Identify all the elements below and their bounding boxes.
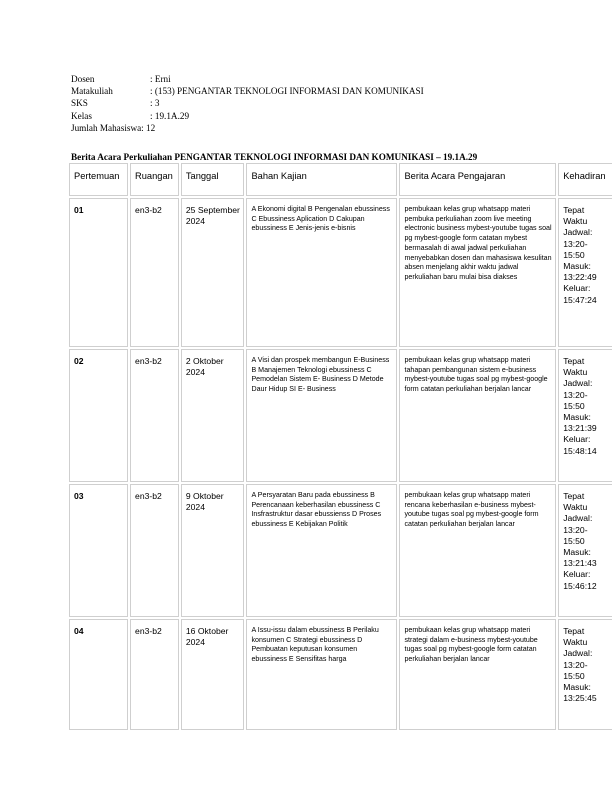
kehadiran-line: 15:50 xyxy=(563,400,585,411)
table-header-row xyxy=(69,163,612,196)
table-row xyxy=(69,619,612,730)
jumlah-mahasiswa-row xyxy=(71,122,424,134)
pertemuan-cell: 02 xyxy=(69,349,128,482)
kehadiran-line: Waktu xyxy=(563,216,588,227)
kehadiran-line: Waktu xyxy=(563,502,588,513)
kehadiran-line: Tepat xyxy=(563,356,585,366)
kehadiran-cell xyxy=(558,198,612,347)
kehadiran-line: 15:47:24 xyxy=(563,294,597,305)
kehadiran-line: Keluar: xyxy=(563,569,591,580)
kelas-row xyxy=(71,110,424,122)
kehadiran-line: Tepat xyxy=(563,626,585,636)
kehadiran-line: 15:46:12 xyxy=(563,580,597,591)
tanggal-cell: 2 Oktober 2024 xyxy=(181,349,245,482)
tanggal-cell: 25 September 2024 xyxy=(181,198,245,347)
kehadiran-line: Jadwal: xyxy=(563,513,593,524)
matakuliah-value: : (153) PENGANTAR TEKNOLOGI INFORMASI DAN KOMUNIKASI xyxy=(150,86,424,97)
tanggal-cell: 16 Oktober 2024 xyxy=(181,619,245,730)
bahan-kajian-cell: A Visi dan prospek membangun E-Business B Manajemen Teknologi ebussiness C Pemodelan Sistem E- Business D Metode Daur Hidup SI E- Business xyxy=(246,349,397,482)
berita-acara-table xyxy=(67,161,612,732)
bahan-kajian-cell: A Persyaratan Baru pada ebussiness B Perencanaan keberhasilan ebussiness C Insfrastruktur dasar ebussienss D Proses ebussiness E Kebijakan Politik xyxy=(246,484,397,617)
kehadiran-line: Masuk: xyxy=(563,547,591,558)
document-title: Berita Acara Perkuliahan PENGANTAR TEKNOLOGI INFORMASI DAN KOMUNIKASI – 19.1A.29 xyxy=(71,152,478,162)
table-row xyxy=(69,198,612,347)
kehadiran-line: Waktu xyxy=(563,637,588,648)
matakuliah-row xyxy=(71,85,424,97)
column-header-ruangan: Ruangan xyxy=(130,163,179,196)
kehadiran-line: 15:50 xyxy=(563,535,585,546)
column-header-kehadiran: Kehadiran xyxy=(558,163,612,196)
berita-acara-cell: pembukaan kelas grup whatsapp materi tahapan pembangunan sistem e-business mybest-youtube tugas soal pg mybest-google form catatan perkuliahan berjalan lancar xyxy=(399,349,556,482)
kehadiran-line: 13:22:49 xyxy=(563,272,597,283)
kehadiran-line: Jadwal: xyxy=(563,378,593,389)
ruangan-cell: en3-b2 xyxy=(130,484,179,617)
kehadiran-cell xyxy=(558,349,612,482)
column-header-pertemuan: Pertemuan xyxy=(69,163,128,196)
berita-acara-cell: pembukaan kelas grup whatsapp materi rencana keberhasilan e-business mybest-youtube tugas soal pg mybest-google form catatan perkuliahan berjalan lancar xyxy=(399,484,556,617)
sks-label: SKS xyxy=(71,98,88,109)
kehadiran-line: Waktu xyxy=(563,367,588,378)
column-header-bahan-kajian: Bahan Kajian xyxy=(246,163,397,196)
dosen-value: : Erni xyxy=(150,74,171,84)
kehadiran-line: 13:21:39 xyxy=(563,423,597,434)
bahan-kajian-cell: A Ekonomi digital B Pengenalan ebussiness C Ebussiness Aplication D Cakupan ebussiness E Jenis-jenis e-bisnis xyxy=(246,198,397,347)
table-row xyxy=(69,484,612,617)
matakuliah-label: Matakuliah xyxy=(71,86,113,97)
dosen-label: Dosen xyxy=(71,74,95,84)
jumlah-mahasiswa-label: Jumlah Mahasiswa xyxy=(71,122,142,133)
kehadiran-line: Keluar: xyxy=(563,283,591,294)
kehadiran-line: 13:20- xyxy=(563,659,588,670)
sks-row xyxy=(71,97,424,109)
kehadiran-line: Tepat xyxy=(563,491,585,501)
kehadiran-line: Tepat xyxy=(563,205,585,215)
course-info xyxy=(71,73,424,134)
column-header-tanggal: Tanggal xyxy=(181,163,245,196)
dosen-row xyxy=(71,73,424,85)
jumlah-mahasiswa-value: : 12 xyxy=(141,122,156,133)
kehadiran-line: 13:21:43 xyxy=(563,558,597,569)
berita-acara-cell: pembukaan kelas grup whatsapp materi strategi dalam e-business mybest-youtube tugas soal pg mybest-google form catatan perkuliahan berjalan lancar xyxy=(399,619,556,730)
kehadiran-cell xyxy=(558,484,612,617)
pertemuan-cell: 04 xyxy=(69,619,128,730)
kelas-label: Kelas xyxy=(71,110,92,121)
kehadiran-line: 15:50 xyxy=(563,670,585,681)
tanggal-cell: 9 Oktober 2024 xyxy=(181,484,245,617)
kelas-value: : 19.1A.29 xyxy=(150,110,190,121)
kehadiran-line: Jadwal: xyxy=(563,227,593,238)
kehadiran-line: Masuk: xyxy=(563,412,591,423)
column-header-berita-acara: Berita Acara Pengajaran xyxy=(399,163,556,196)
ruangan-cell: en3-b2 xyxy=(130,198,179,347)
kehadiran-line: Keluar: xyxy=(563,434,591,445)
pertemuan-cell: 01 xyxy=(69,198,128,347)
sks-value: : 3 xyxy=(150,98,160,109)
berita-acara-cell: pembukaan kelas grup whatsapp materi pembuka perkuliahan zoom live meeting electronic business mybest-youtube tugas soal pg mybest-google form catatan mybest bermasalah di awal jadwal perkuliahan menyebabkan dosen dan mahasiswa kesulitan absen menjelang akhir waktu jadwal perkuliahan baru mulai bisa diakses xyxy=(399,198,556,347)
kehadiran-line: 15:50 xyxy=(563,249,585,260)
kehadiran-line: 15:48:14 xyxy=(563,445,597,456)
kehadiran-line: 13:20- xyxy=(563,238,588,249)
kehadiran-line: Masuk: xyxy=(563,261,591,272)
table-row xyxy=(69,349,612,482)
kehadiran-line: 13:25:45 xyxy=(563,693,597,704)
bahan-kajian-cell: A Issu-issu dalam ebussiness B Perilaku konsumen C Strategi ebussiness D Pembuatan keputusan konsumen ebussiness E Sensifitas harga xyxy=(246,619,397,730)
kehadiran-cell xyxy=(558,619,612,730)
kehadiran-line: 13:20- xyxy=(563,389,588,400)
kehadiran-line: 13:20- xyxy=(563,524,588,535)
ruangan-cell: en3-b2 xyxy=(130,349,179,482)
kehadiran-line: Jadwal: xyxy=(563,648,593,659)
pertemuan-cell: 03 xyxy=(69,484,128,617)
ruangan-cell: en3-b2 xyxy=(130,619,179,730)
kehadiran-line: Masuk: xyxy=(563,682,591,693)
